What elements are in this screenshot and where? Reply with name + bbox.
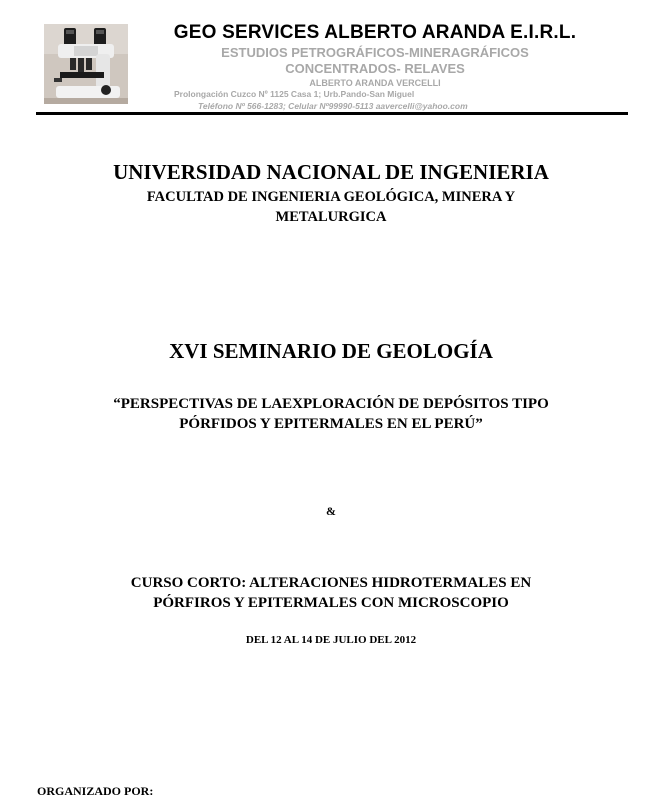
company-services-line2: CONCENTRADOS- RELAVES	[285, 61, 465, 76]
faculty-line-1: FACULTAD DE INGENIERIA GEOLÓGICA, MINERA Y	[146, 189, 516, 205]
company-address: Prolongación Cuzco Nº 1125 Casa 1; Urb.Pando-San Miguel	[174, 89, 415, 99]
faculty-name	[70, 187, 592, 227]
event-dates: DEL 12 AL 14 DE JULIO DEL 2012	[245, 634, 417, 646]
course-title-line-2: PÓRFIROS Y EPITERMALES CON MICROSCOPIO	[153, 595, 509, 611]
header-divider	[36, 112, 628, 115]
company-services-line1: ESTUDIOS PETROGRÁFICOS-MINERAGRÁFICOS	[221, 45, 529, 60]
seminar-title: XVI SEMINARIO DE GEOLOGÍA	[169, 339, 493, 363]
seminar-subtitle	[40, 394, 622, 434]
course-title-line-1: CURSO CORTO: ALTERACIONES HIDROTERMALES EN	[130, 575, 532, 591]
company-phone: Teléfono Nº 566-1283; Celular Nº99990-5113 aavercelli@yahoo.com	[198, 101, 468, 111]
company-owner: ALBERTO ARANDA VERCELLI	[309, 78, 441, 88]
seminar-subtitle-line-2: PÓRFIDOS Y EPITERMALES EN EL PERÚ”	[179, 416, 483, 432]
company-name: GEO SERVICES ALBERTO ARANDA E.I.R.L.	[173, 22, 577, 43]
university-name: UNIVERSIDAD NACIONAL DE INGENIERIA	[113, 160, 549, 184]
organizer-label: ORGANIZADO POR:	[37, 784, 154, 798]
seminar-subtitle-line-1: “PERSPECTIVAS DE LAEXPLORACIÓN DE DEPÓSITOS TIPO	[113, 396, 549, 412]
microscope-icon	[44, 24, 128, 104]
course-title	[40, 573, 622, 613]
ampersand: &	[326, 504, 336, 518]
faculty-line-2: METALURGICA	[275, 209, 387, 225]
letterhead	[0, 0, 662, 120]
